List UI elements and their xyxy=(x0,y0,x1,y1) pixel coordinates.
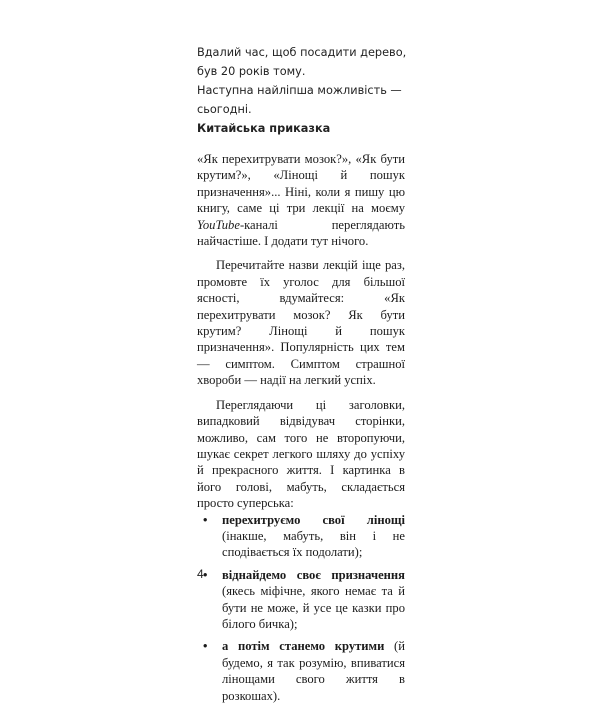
list-item-bold: віднайдемо своє призначення xyxy=(222,567,405,582)
paragraph-1-start: «Як перехитрувати мозок?», «Як бути крутим?», «Лінощі й пошук призначення»... Ніні, коли я пишу цю книгу, саме ці три лекції на моєму xyxy=(197,152,405,216)
list-item-bold: а потім станемо крутими xyxy=(222,639,385,654)
epigraph-line: Вдалий час, щоб посадити дерево, xyxy=(197,46,407,59)
list-item-text: (інакше, мабуть, він і не сподівається їх подолати); xyxy=(222,528,405,560)
epigraph xyxy=(197,43,437,138)
list-item-text: (й будемо, я так розумію, впиватися лінощами свого життя в розкошах). xyxy=(222,639,405,703)
bullet-icon: • xyxy=(203,639,208,654)
list-item-bold: перехитруємо свої лінощі xyxy=(222,512,405,527)
epigraph-line: був 20 років тому. xyxy=(197,65,306,78)
paragraph-2: Перечитайте назви лекцій іще раз, промовте їх уголос для більшої ясності, вдумайтеся: «Як перехитрувати мозок? Як бути крутим? Лінощі й пошук призначення». Популярність цих тем — симптом. Симптом страшної хвороби — надії на легкий успіх. xyxy=(197,258,405,388)
bullet-list xyxy=(197,512,405,704)
epigraph-line: сьогодні. xyxy=(197,103,252,116)
paragraph-1 xyxy=(197,151,405,249)
bullet-icon: • xyxy=(203,567,208,582)
paragraph-3: Переглядаючи ці заголовки, випадковий відвідувач сторінки, можливо, сам того не второпуючи, шукає секрет легкого шляху до успіху й прекрасного життя. І картинка в його голові, мабуть, складається просто суперська: xyxy=(197,397,405,511)
body-text xyxy=(197,151,405,710)
epigraph-source: Китайська приказка xyxy=(197,122,331,135)
page-number: 4 xyxy=(197,567,204,581)
bullet-icon: • xyxy=(203,512,208,527)
epigraph-line: Наступна найліпша можливість — xyxy=(197,84,402,97)
list-item xyxy=(197,512,405,561)
list-item xyxy=(197,638,405,704)
list-item-text: (якесь міфічне, якого немає та й бути не може, й усе це казки про білого бичка); xyxy=(222,584,405,631)
youtube-italic: YouTube xyxy=(197,217,240,232)
paragraph-1-end: -каналі переглядають найчастіше. І додати тут нічого. xyxy=(197,217,405,249)
